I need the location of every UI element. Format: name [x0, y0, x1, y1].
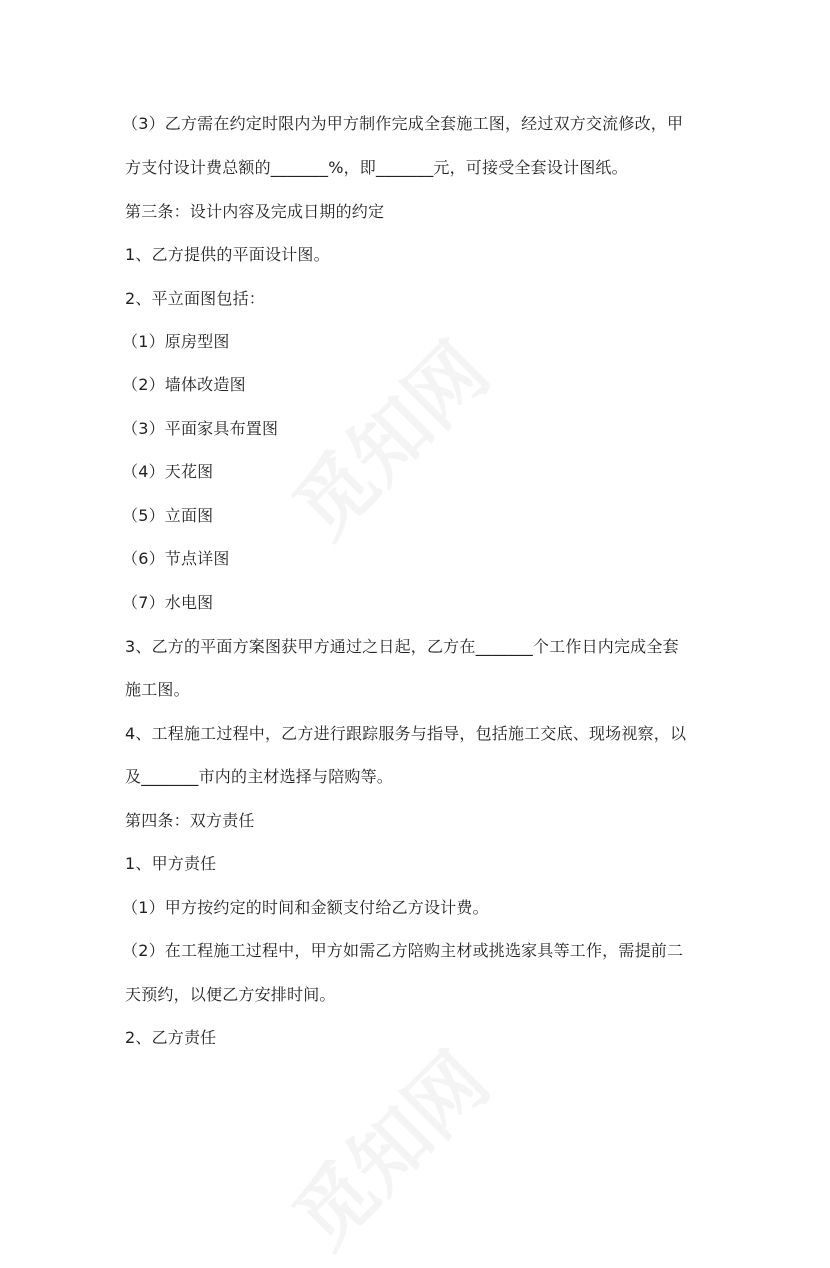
- watermark: [265, 1024, 510, 1268]
- party-a-item-2-line-1: （2）在工程施工过程中，甲方如需乙方陪购主材或挑选家具等工作，需提前二: [122, 941, 684, 960]
- sub-item-5: （5）立面图: [122, 506, 214, 525]
- item-3-line-2: 施工图。: [125, 680, 190, 699]
- sub-item-6: （6）节点详图: [122, 549, 230, 568]
- item-1-plan-design: 1、乙方提供的平面设计图。: [125, 245, 330, 264]
- sub-item-3: （3）平面家具布置图: [122, 419, 279, 438]
- sub-item-7: （7）水电图: [122, 593, 214, 612]
- item-2-elevation-drawings: 2、平立面图包括：: [125, 289, 265, 308]
- watermark: [265, 314, 510, 559]
- sub-item-2: （2）墙体改造图: [122, 375, 246, 394]
- article-3-heading: 第三条：设计内容及完成日期的约定: [125, 202, 385, 221]
- party-a-item-1: （1）甲方按约定的时间和金额支付给乙方设计费。: [122, 898, 489, 917]
- party-a-item-2-line-2: 天预约，以便乙方安排时间。: [125, 985, 336, 1004]
- clause-3-3-line-1: （3）乙方需在约定时限内为甲方制作完成全套施工图，经过双方交流修改，甲: [122, 114, 684, 133]
- article-4-heading: 第四条：双方责任: [125, 811, 255, 830]
- party-a-responsibility-heading: 1、甲方责任: [125, 854, 217, 873]
- party-b-responsibility-heading: 2、乙方责任: [125, 1028, 217, 1047]
- sub-item-1: （1）原房型图: [122, 332, 230, 351]
- item-4-line-1: 4、工程施工过程中，乙方进行跟踪服务与指导，包括施工交底、现场视察，以: [125, 724, 687, 743]
- item-3-line-1: 3、乙方的平面方案图获甲方通过之日起，乙方在_______个工作日内完成全套: [125, 637, 679, 656]
- sub-item-4: （4）天花图: [122, 462, 214, 481]
- item-4-line-2: 及_______市内的主材选择与陪购等。: [125, 767, 394, 786]
- clause-3-3-line-2: 方支付设计费总额的_______%，即_______元，可接受全套设计图纸。: [125, 158, 628, 177]
